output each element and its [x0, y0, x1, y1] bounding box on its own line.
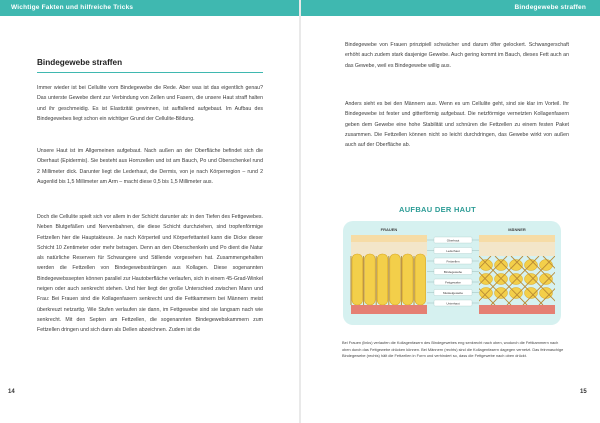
- left-page: [0, 0, 299, 423]
- left-paragraph-3: Doch die Cellulite spielt sich vor allem in der Schicht darunter ab: in den Tiefen des Fettgewebes. Neben Blutgefäßen und Nervenbahnen, die diese Schicht durchziehen, sind tropfenförmige Fettzellen hier die Hauptakteure. Je nach Körperteil und Körperfettanteil kann die Dicke dieser Schicht 10 Zentimeter oder mehr betragen. Denn an den Oberschenkeln und Po dient die Natur als natürliche Reserven für Schwangere und Stillende vorgesehen hat. Zusammengehalten werden die Fettzellen von Bindegewebssträngen aus Kollagen. Diese sogenannten Bindegewebssepten können parallel zur Hautoberfläche verlaufen, sich in einem 45-Grad-Winkel neigen oder auch senkrecht stehen. Und hier liegt der große Unterschied zwischen Mann und Frau: Bei Frauen sind die Kollagenfasern senkrecht und die Fettkammern bei Männern meist überkreuzt netzartig. Wie Stufen verlaufen sie dann, im Fettgewebe sind sie langsam nach wie senkrecht. Mit den Septen am Fettzellen, die sogenannten Bindegewebskammern zum Fettzellen dringen und sich dann als Dellen abzeichnen. Zudem ist die: [37, 214, 263, 334]
- page-number-left: 14: [8, 389, 15, 395]
- dermis-layer-men: [479, 242, 555, 256]
- left-paragraph-2: Unsere Haut ist im Allgemeinen aufgebaut. Nach außen an der Oberfläche befindet sich die Oberhaut (Epidermis). Sie besteht aus Hornzellen und ist am Bauch, Po und Oberschenkel rund 2 Millimeter dick. Darunter liegt die Lederhaut, die Dermis, von je nach Körperregion – rund 2 Augenlid bis 1,5 Millimeter am Arm – macht diese 0,5 bis 1,5 Millimeter aus.: [37, 148, 263, 185]
- fat-chamber: [365, 254, 376, 305]
- fat-chamber: [352, 254, 363, 305]
- header-right-running-title: Bindegewebe straffen: [301, 0, 600, 16]
- dermis-layer-women: [351, 242, 427, 256]
- skin-panel-women: [351, 235, 427, 314]
- panel-label-women: FRAUEN: [380, 227, 398, 232]
- fat-chamber: [402, 254, 413, 305]
- section-title: Bindegewebe straffen: [37, 58, 123, 67]
- figure-caption: Bei Frauen (links) verlaufen die Kollagenfasern des Bindegewebes eng senkrecht nach oben, wodurch die Fettkammern nach oben durch das Fettgewebe drücken können. Bei Männern (rechts) sind die Kollagenfasern dagegen vernetzt. Das feinmaschige Bindegewebe (rechts) hält die Fettzellen in Form und verhindert so, dass die Fettgewebe nach oben drückt.: [342, 340, 564, 358]
- epidermis-layer-men: [479, 235, 555, 242]
- muscle-layer-women: [351, 305, 427, 314]
- fat-cell: [495, 260, 508, 271]
- layer-label: Oberhaut: [446, 238, 460, 243]
- layer-label: Unterhaut: [446, 301, 460, 306]
- fat-chamber: [377, 254, 388, 305]
- epidermis-layer-women: [351, 235, 427, 242]
- right-page: [301, 0, 600, 423]
- right-paragraph-2: Anders sieht es bei den Männern aus. Wenn es um Cellulite geht, sind sie klar im Vorteil. Ihr Bindegewebe ist fester und gitterförmig aufgebaut. Die netzförmige vernetzten Kollagenfasern geben dem Gewebe eine hohe Stabilität und schnüren die Fettzellen zu einem festen Paket zusammen. Die Fettzellen können nicht so leicht durchdringen, das Gewebe wirkt von außen auch auf der Oberfläche ab.: [345, 101, 569, 149]
- fat-chamber: [415, 254, 426, 305]
- layer-label: Fettgewebe: [445, 280, 461, 285]
- fat-chamber: [390, 254, 401, 305]
- page-number-right: 15: [580, 389, 587, 395]
- fat-cell: [495, 288, 508, 299]
- header-left-running-title: Wichtige Fakten und hilfreiche Tricks: [0, 0, 299, 16]
- title-underline: [37, 72, 263, 73]
- fat-cell: [525, 274, 538, 285]
- panel-label-men: MÄNNER: [508, 227, 526, 232]
- layer-label: Fettzellen: [446, 259, 460, 264]
- layer-label: Lederhaut: [446, 248, 460, 253]
- figure-title: AUFBAU DER HAUT: [399, 205, 476, 214]
- muscle-layer-men: [479, 305, 555, 314]
- layer-label: Muskelgewebe: [442, 290, 464, 295]
- skin-structure-illustration: [341, 219, 563, 327]
- left-paragraph-1: Immer wieder ist bei Cellulite vom Bindegewebe die Rede. Aber was ist das eigentlich genau? Das unterste Gewebe dient zur Verbindung von Zellen und Fasern, die unsere Haut straff halten und ihr geschmeidig. Es ist Elastizität gewinnen, ist auffallend aufgebaut. Im Aufbau des Bindegewebes liegt schon ein wichtiger Grund der Cellulite-Bildung.: [37, 85, 263, 122]
- right-paragraph-1: Bindegewebe von Frauen prinzipiell schwächer und darum öfter gelockert. Schwangerschaft erhöht auch zudem stark dasjenige Gewebe. Auch gering kommt im Bauch, dieses Fett auch an das Gewebe, weil es Bindegewebe willig aus.: [345, 42, 569, 69]
- layer-label: Bindegewebe: [443, 269, 463, 274]
